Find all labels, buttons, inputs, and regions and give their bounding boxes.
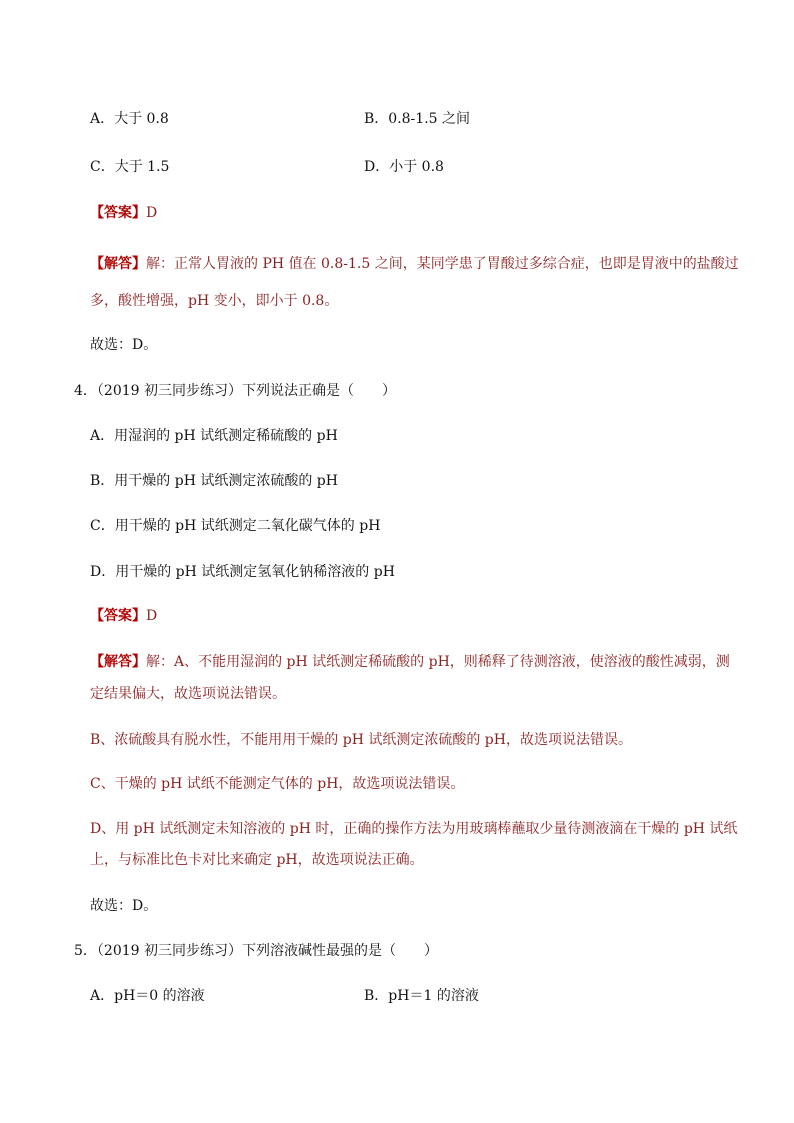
q4-option-c: C．用干燥的 pH 试纸测定二氧化碳气体的 pH <box>90 518 381 534</box>
q3-option-c <box>90 158 169 176</box>
q4-solution-b: B、浓硫酸具有脱水性，不能用用干燥的 pH 试纸测定浓硫酸的 pH，故选项说法错误。 <box>90 732 632 748</box>
q3-answer <box>90 204 157 222</box>
q3-option-a <box>90 110 169 128</box>
q3-answer-tag: 【答案】 <box>90 205 146 221</box>
q3-solution-line-2: 多，酸性增强，pH 变小，即小于 0.8。 <box>90 293 339 309</box>
q3-option-d <box>364 158 444 176</box>
q4-answer-value: D <box>146 608 158 624</box>
q3-option-b <box>364 110 470 128</box>
q4-option-b: B．用干燥的 pH 试纸测定浓硫酸的 pH <box>90 473 338 489</box>
q3-option-a-text: A．大于 0.8 <box>90 111 169 127</box>
q3-conclusion: 故选：D。 <box>90 337 158 353</box>
q4-solution-a-text-1: 解：A、不能用湿润的 pH 试纸测定稀硫酸的 pH，则稀释了待测溶液，使溶液的酸性减弱，测 <box>146 654 730 670</box>
q4-solution-tag: 【解答】 <box>90 654 146 670</box>
q4-solution-a-line-2: 定结果偏大，故选项说法错误。 <box>90 686 286 702</box>
q5-stem: 5．（2019 初三同步练习）下列溶液碱性最强的是（ ） <box>74 943 438 959</box>
q5-option-b: B．pH＝1 的溶液 <box>364 988 479 1004</box>
q4-answer-tag: 【答案】 <box>90 608 146 624</box>
q4-solution-d-line-2: 上，与标准比色卡对比来确定 pH，故选项说法正确。 <box>90 852 424 868</box>
q3-solution-tag: 【解答】 <box>90 256 146 272</box>
q3-solution-line-1 <box>90 255 739 273</box>
q3-option-d-text: D．小于 0.8 <box>364 159 444 175</box>
q3-option-b-text: B．0.8-1.5 之间 <box>364 111 470 127</box>
q4-stem: 4．（2019 初三同步练习）下列说法正确是（ ） <box>74 383 396 399</box>
q4-solution-a-line-1 <box>90 653 730 671</box>
q3-solution-text-1: 解：正常人胃液的 PH 值在 0.8-1.5 之间，某同学患了胃酸过多综合症，也即是胃液中的盐酸过 <box>146 256 739 272</box>
q5-option-a: A．pH＝0 的溶液 <box>90 988 205 1004</box>
q4-answer <box>90 607 157 625</box>
q4-solution-d-line-1: D、用 pH 试纸测定未知溶液的 pH 时，正确的操作方法为用玻璃棒蘸取少量待测液滴在干燥的 pH 试纸 <box>90 821 738 837</box>
q4-option-d: D．用干燥的 pH 试纸测定氢氧化钠稀溶液的 pH <box>90 564 395 580</box>
q4-solution-c: C、干燥的 pH 试纸不能测定气体的 pH，故选项说法错误。 <box>90 776 465 792</box>
q4-conclusion: 故选：D。 <box>90 898 158 914</box>
q4-option-a: A．用湿润的 pH 试纸测定稀硫酸的 pH <box>90 428 338 444</box>
q3-answer-value: D <box>146 205 158 221</box>
q3-option-c-text: C．大于 1.5 <box>90 159 170 175</box>
